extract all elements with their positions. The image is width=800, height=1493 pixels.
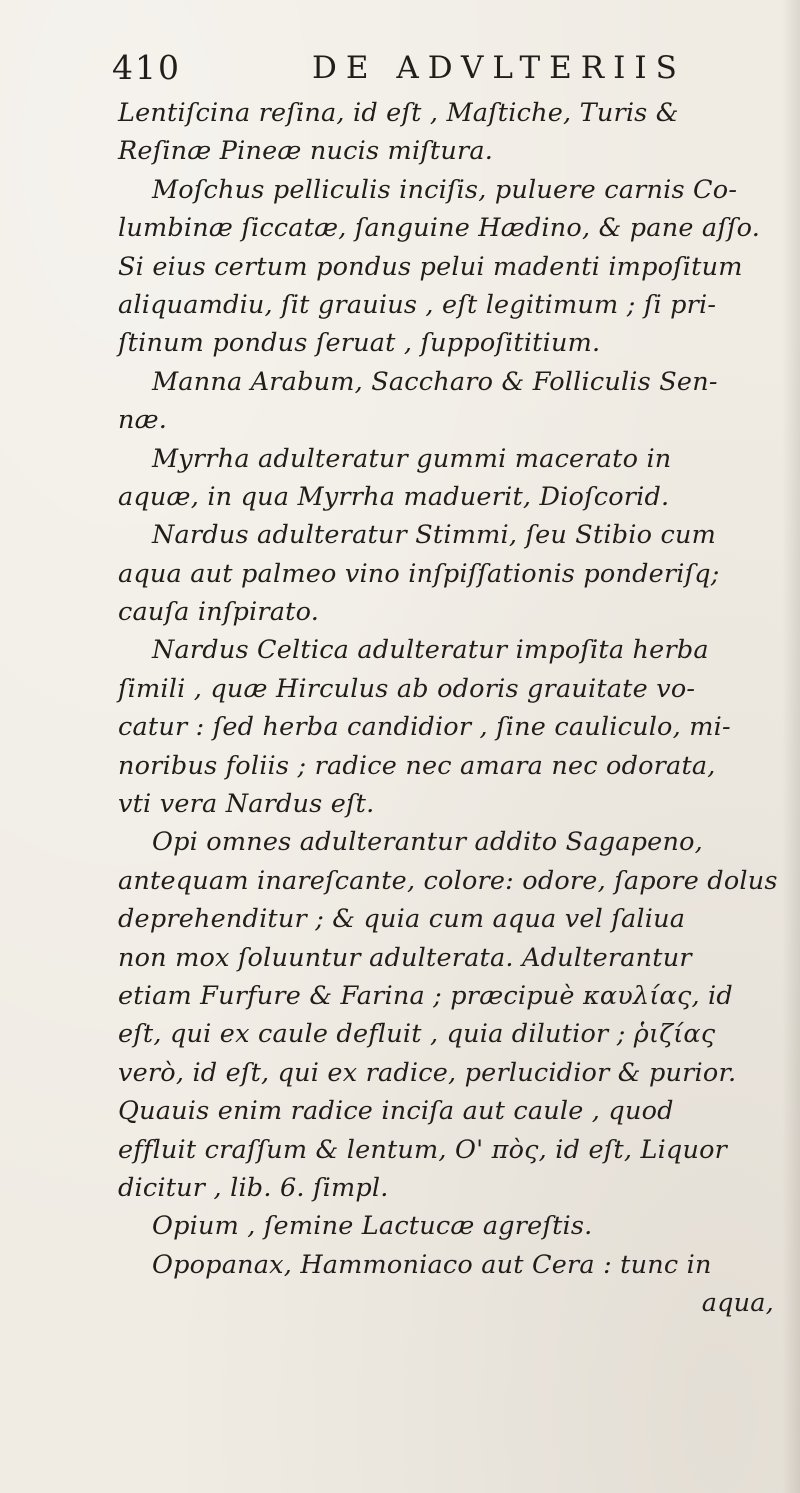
text-line: ſtinum pondus ſeruat , ſuppoſititium.	[118, 328, 601, 359]
text-line: Quauis enim radice inciſa aut caule , quod	[118, 1096, 674, 1127]
text-line: deprehenditur ; & quia cum aqua vel ſaliua	[118, 904, 686, 935]
text-line: Opopanax, Hammoniaco aut Cera : tunc in	[152, 1249, 712, 1280]
text-line: aliquamdiu, ſit grauius , eſt legitimum ; ſi pri-	[118, 289, 717, 320]
text-line: Reſinæ Pineæ nucis miſtura.	[118, 136, 494, 167]
body-text	[118, 94, 790, 1323]
text-line: eſt, qui ex caule defluit , quia dilutior ; ῥιζίας	[118, 1019, 716, 1050]
text-line: Lentiſcina reſina, id eſt , Maſtiche, Turis &	[118, 98, 679, 128]
text-line: Nardus adulteratur Stimmi, ſeu Stibio cum	[152, 520, 716, 551]
text-line: ſimili , quæ Hirculus ab odoris grauitate vo-	[118, 673, 696, 704]
text-line: verò, id eſt, qui ex radice, perlucidior & purior.	[118, 1057, 737, 1088]
text-line: næ.	[118, 405, 168, 436]
text-line: Myrrha adulteratur gummi macerato in	[152, 443, 672, 474]
text-line: lumbinæ ſiccatæ, ſanguine Hædino, & pane aſſo.	[118, 213, 761, 244]
text-line: Moſchus pelliculis inciſis, puluere carnis Co-	[152, 174, 738, 205]
text-line: non mox ſoluuntur adulterata. Adulterantur	[118, 942, 692, 973]
text-line: aquæ, in qua Myrrha maduerit, Dioſcorid.	[118, 481, 670, 512]
running-title: DE ADVLTERIIS	[312, 50, 686, 86]
text-line: aqua aut palmeo vino inſpiſſationis ponderiſq;	[118, 558, 720, 589]
text-line: etiam Furfure & Farina ; præcipuè καυλίας, id	[118, 980, 733, 1011]
running-head	[112, 40, 752, 88]
text-line: Si eius certum pondus pelui madenti impoſitum	[118, 251, 743, 282]
text-line: vti vera Nardus eſt.	[118, 789, 375, 820]
text-line: Opium , ſemine Lactucæ agreſtis.	[152, 1211, 593, 1242]
text-line: cauſa inſpirato.	[118, 597, 319, 628]
text-line: dicitur , lib. 6. ſimpl.	[118, 1172, 389, 1203]
text-line: noribus foliis ; radice nec amara nec odorata,	[118, 750, 716, 781]
page-number: 410	[112, 48, 181, 87]
text-line: Opi omnes adulterantur addito Sagapeno,	[152, 827, 703, 858]
text-line: antequam inareſcante, colore: odore, ſapore dolus	[118, 865, 778, 896]
catchword: aqua,	[701, 1288, 774, 1319]
text-line: Manna Arabum, Saccharo & Folliculis Sen-	[152, 366, 718, 397]
text-line: effluit craſſum & lentum, Ο' πὸς, id eſt, Liquor	[118, 1134, 728, 1165]
text-line: Nardus Celtica adulteratur impoſita herba	[152, 635, 709, 666]
text-line: catur : ſed herba candidior , ſine cauliculo, mi-	[118, 712, 731, 743]
